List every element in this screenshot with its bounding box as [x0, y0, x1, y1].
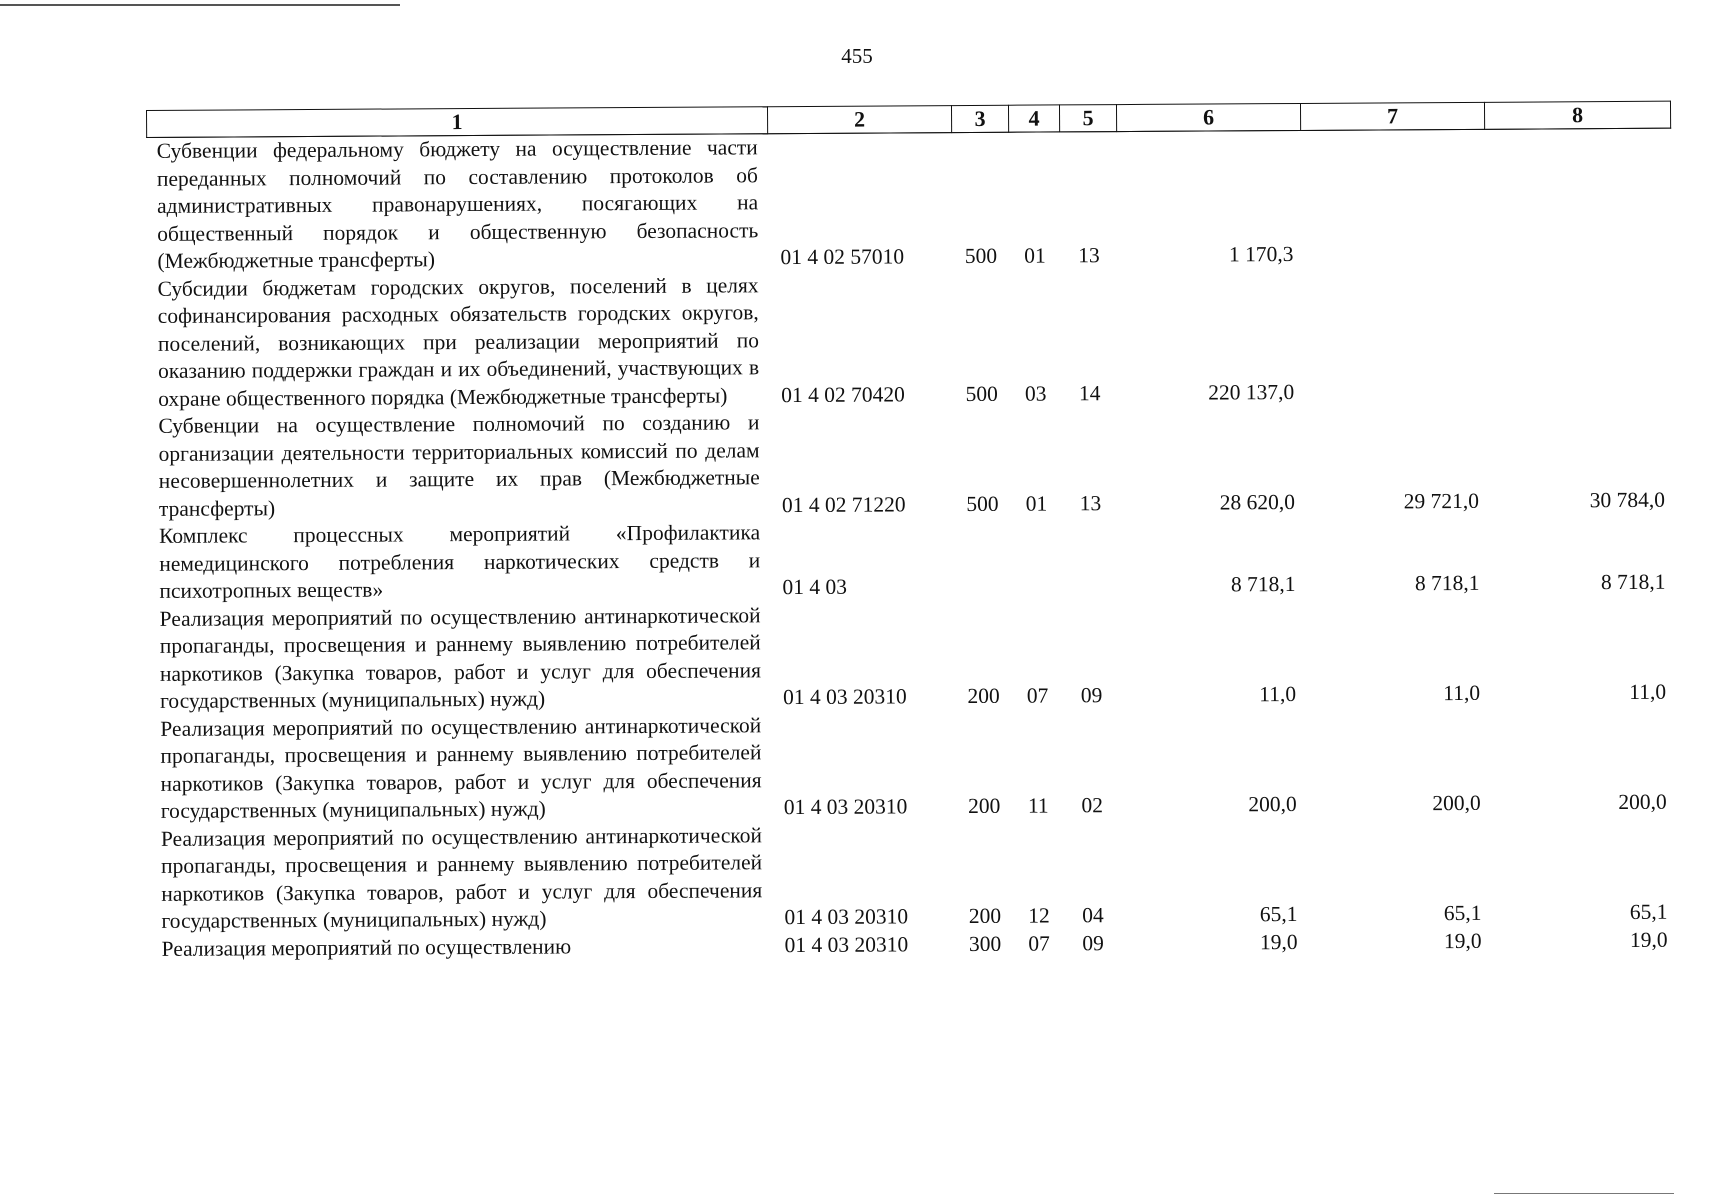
column-header-8: 8	[1484, 101, 1670, 129]
row-col4: 01	[1025, 491, 1048, 516]
row-value-6: 19,0	[1259, 929, 1298, 954]
row-description: Реализация мероприятий по осуществлению антинаркотической пропаганды, просвещения и раннему выявлению потребителей наркотиков (Закупка товаров, работ и услуг для обеспечения государственных (муниципальных) нужд)	[160, 822, 763, 933]
row-code: 01 4 03 20310	[784, 931, 909, 957]
row-col4: 03	[1024, 381, 1047, 406]
table-row	[151, 816, 1676, 935]
row-value-6: 28 620,0	[1219, 489, 1295, 514]
row-description: Субвенции федеральному бюджету на осуществление части переданных полномочий по составлению протоколов об административных правонарушениях, посягающих на общественный порядок и общественную безопасность (Межбюджетные трансферты)	[156, 135, 759, 273]
row-col4: 11	[1027, 793, 1049, 818]
row-col5	[1062, 517, 1120, 600]
row-value-8	[1485, 266, 1672, 405]
row-col3: 200	[968, 793, 1001, 818]
column-header-4: 4	[1008, 105, 1059, 132]
column-header-2: 2	[767, 106, 951, 134]
table-row	[148, 404, 1673, 523]
row-description	[152, 932, 773, 963]
row-description: Реализация мероприятий по осуществлению антинаркотической пропаганды, просвещения и раннему выявлению потребителей наркотиков (Закупка товаров, работ и услуг для обеспечения государственных (муниципальных) нужд)	[160, 712, 762, 823]
row-code: 01 4 02 71220	[781, 491, 906, 517]
row-value-7: 65,1	[1443, 900, 1482, 926]
row-col5: 13	[1079, 490, 1102, 515]
row-value-7: 29 721,0	[1403, 488, 1479, 513]
table-row	[150, 596, 1675, 715]
row-value-8: 8 718,1	[1600, 569, 1666, 595]
row-col4	[1011, 517, 1063, 600]
budget-table-container	[146, 101, 1675, 963]
row-value-7: 200,0	[1432, 790, 1481, 816]
row-value-6: 1 170,3	[1228, 241, 1294, 267]
budget-table	[146, 101, 1676, 963]
row-col4: 12	[1028, 903, 1050, 928]
row-value-7	[1301, 129, 1486, 268]
row-value-8: 65,1	[1629, 899, 1668, 924]
row-value-6: 65,1	[1259, 901, 1298, 927]
table-row	[149, 514, 1673, 606]
row-value-6: 200,0	[1248, 791, 1297, 817]
row-value-8: 30 784,0	[1589, 487, 1665, 512]
column-header-5: 5	[1059, 105, 1116, 132]
row-col3: 200	[968, 903, 1002, 928]
row-value-6: 220 137,0	[1208, 379, 1295, 405]
row-description: Субвенции на осуществление полномочий по созданию и организации деятельности территориальных комиссий по делам несовершеннолетних и защите их прав (Межбюджетные трансферты)	[158, 410, 760, 521]
row-col4: 01	[1024, 243, 1046, 268]
row-col5: 02	[1081, 793, 1104, 818]
row-code: 01 4 03	[782, 574, 847, 600]
row-code: 01 4 03 20310	[783, 794, 908, 820]
row-value-6: 8 718,1	[1230, 571, 1296, 597]
table-row	[150, 706, 1675, 825]
row-value-6: 11,0	[1259, 681, 1297, 707]
row-col4: 07	[1026, 683, 1049, 708]
row-value-8: 11,0	[1629, 679, 1667, 704]
row-col3	[954, 518, 1012, 601]
scan-edge-bottom	[1494, 1193, 1674, 1194]
row-value-8	[1485, 128, 1672, 267]
table-row	[148, 266, 1673, 413]
row-col3: 200	[967, 683, 1000, 708]
row-code: 01 4 03 20310	[784, 904, 909, 930]
row-code: 01 4 03 20310	[783, 684, 907, 710]
row-value-7: 11,0	[1443, 680, 1481, 706]
row-description: Субсидии бюджетам городских округов, поселений в целях софинансирования расходных обязательств городских округов, поселений, возникающих при реализации мероприятий по оказанию поддержки граждан и их объединений, участвующих в охране общественного порядка (Межбюджетные трансферты)	[157, 272, 760, 411]
row-col5: 09	[1080, 683, 1103, 708]
row-col5: 13	[1078, 243, 1100, 268]
row-description-text: Реализация мероприятий по осуществлению	[161, 933, 572, 961]
row-code: 01 4 02 57010	[780, 244, 905, 270]
column-header-6: 6	[1116, 103, 1300, 131]
column-header-1: 1	[147, 107, 768, 138]
column-header-7: 7	[1300, 102, 1484, 130]
row-col5: 14	[1078, 380, 1101, 405]
row-value-7: 19,0	[1443, 928, 1482, 953]
row-col3: 500	[964, 243, 998, 269]
row-col3: 300	[968, 931, 1002, 956]
row-value-8: 200,0	[1618, 789, 1667, 815]
row-col4: 07	[1028, 930, 1050, 956]
row-code: 01 4 02 70420	[781, 381, 905, 407]
column-header-3: 3	[951, 105, 1008, 132]
table-row	[147, 128, 1672, 275]
scan-edge-top	[0, 4, 400, 6]
row-description: Комплекс процессных мероприятий «Профилактика немедицинского потребления наркотических средств и психотропных веществ»	[159, 520, 761, 603]
page-number: 455	[841, 44, 873, 68]
row-value-7: 8 718,1	[1414, 570, 1480, 596]
row-col5: 09	[1082, 930, 1104, 955]
row-description: Реализация мероприятий по осуществлению антинаркотической пропаганды, просвещения и раннему выявлению потребителей наркотиков (Закупка товаров, работ и услуг для обеспечения государственных (муниципальных) нужд)	[159, 602, 762, 713]
row-value-7	[1301, 267, 1486, 406]
row-col5: 04	[1082, 903, 1104, 928]
row-col3: 500	[966, 491, 999, 516]
row-col3: 500	[965, 381, 998, 406]
row-value-8: 19,0	[1629, 927, 1668, 952]
